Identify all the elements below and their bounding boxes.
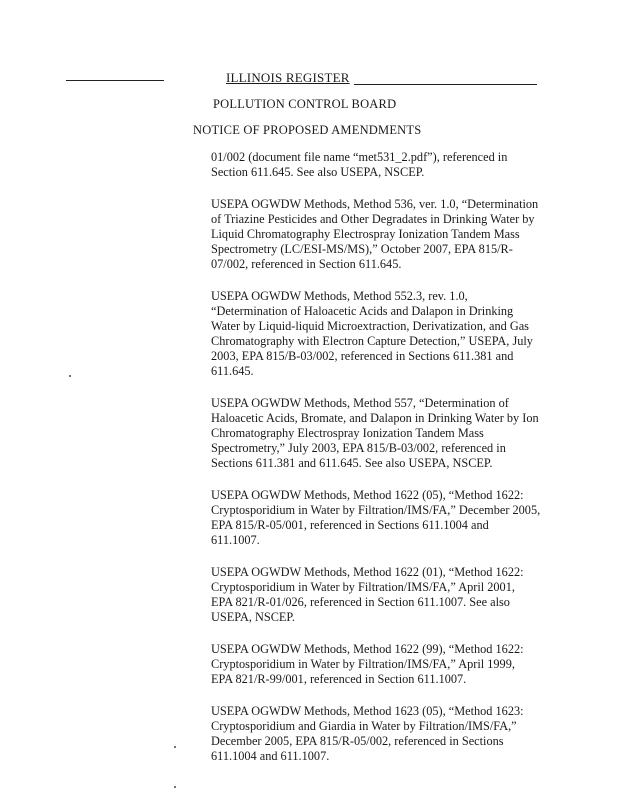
scan-speck	[174, 746, 176, 748]
reference-entry: USEPA OGWDW Methods, Method 1622 (05), “Method 1622: Cryptosporidium in Water by Filtration/IMS/FA,” December 2005, EPA 815/R-05/001, referenced in Sections 611.1004 and 611.1007.	[211, 488, 541, 547]
reference-entry: USEPA OGWDW Methods, Method 557, “Determination of Haloacetic Acids, Bromate, and Dalapon in Drinking Water by Ion Chromatography Electrospray Ionization Tandem Mass Spectrometry,” July 2003, EPA 815/B-03/002, referenced in Sections 611.381 and 611.645. See also USEPA, NSCEP.	[211, 396, 539, 470]
scan-speck	[174, 786, 176, 788]
reference-entry: USEPA OGWDW Methods, Method 552.3, rev. 1.0, “Determination of Haloacetic Acids and Dalapon in Drinking Water by Liquid-liquid Microextraction, Derivatization, and Gas Chromatography with Electron Capture Detection,” USEPA, July 2003, EPA 815/B-03/002, referenced in Sections 611.381 and 611.645.	[211, 289, 533, 378]
header-rule-left	[66, 80, 164, 81]
reference-entry: USEPA OGWDW Methods, Method 1623 (05), “Method 1623: Cryptosporidium and Giardia in Water by Filtration/IMS/FA,” December 2005, EPA 815/R-05/002, referenced in Sections 611.1004 and 611.1007.	[211, 704, 524, 763]
notice-heading: NOTICE OF PROPOSED AMENDMENTS	[193, 123, 422, 137]
reference-entry: USEPA OGWDW Methods, Method 1622 (99), “Method 1622: Cryptosporidium in Water by Filtration/IMS/FA,” April 1999, EPA 821/R-99/001, referenced in Section 611.1007.	[211, 642, 524, 686]
board-name: POLLUTION CONTROL BOARD	[213, 97, 397, 111]
reference-list	[211, 150, 541, 781]
register-title: ILLINOIS REGISTER	[226, 70, 350, 85]
reference-entry: USEPA OGWDW Methods, Method 536, ver. 1.0, “Determination of Triazine Pesticides and Other Degradates in Drinking Water by Liquid Chromatography Electrospray Ionization Tandem Mass Spectrometry (LC/ESI-MS/MS),” October 2007, EPA 815/R- 07/002, referenced in Section 611.645.	[211, 197, 539, 271]
scan-speck	[69, 375, 71, 377]
reference-entry: USEPA OGWDW Methods, Method 1622 (01), “Method 1622: Cryptosporidium in Water by Filtration/IMS/FA,” April 2001, EPA 821/R-01/026, referenced in Section 611.1007. See also USEPA, NSCEP.	[211, 565, 524, 624]
reference-entry: 01/002 (document file name “met531_2.pdf”), referenced in Section 611.645. See also USEPA, NSCEP.	[211, 150, 508, 179]
header-rule-right	[354, 84, 537, 85]
